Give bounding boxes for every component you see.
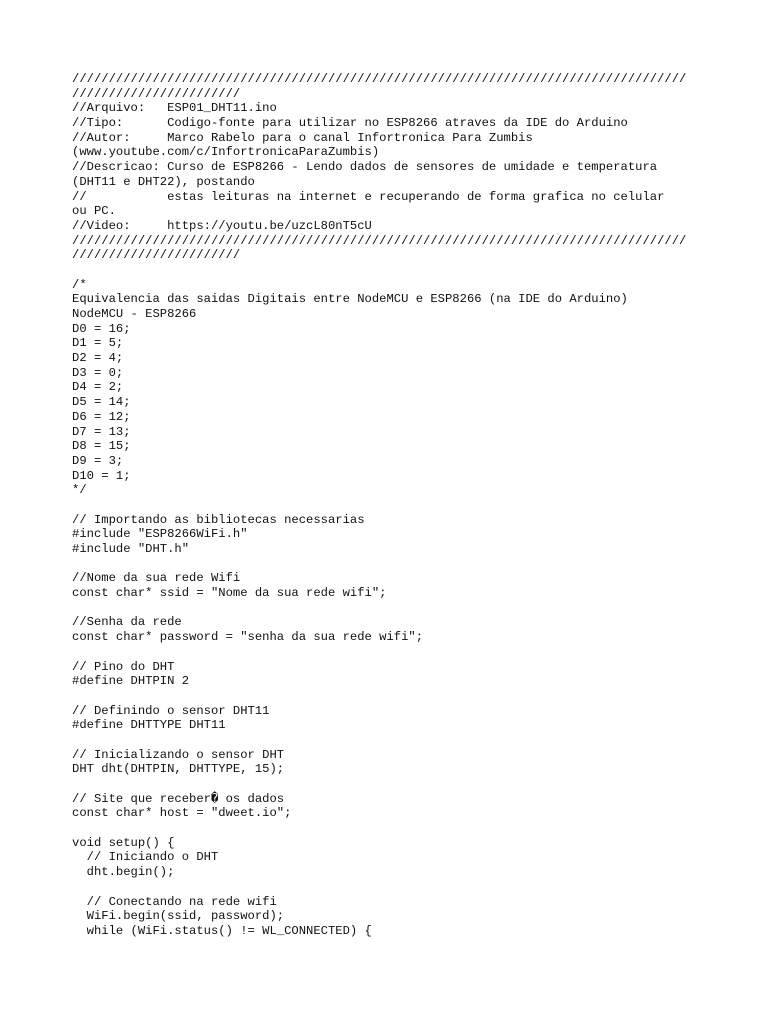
code-line: [72, 689, 712, 704]
code-line: D2 = 4;: [72, 351, 124, 366]
code-line: D0 = 16;: [72, 321, 131, 336]
code-line: [72, 880, 712, 895]
code-line: D9 = 3;: [72, 453, 124, 468]
code-line: NodeMCU - ESP8266: [72, 307, 197, 321]
code-line: D7 = 13;: [72, 424, 131, 439]
code-line: //Arquivo: ESP01_DHT11.ino: [72, 101, 277, 116]
code-line: // Site que receber� os dados: [72, 791, 285, 806]
code-line: D5 = 14;: [72, 395, 131, 410]
code-line: const char* password = "senha da sua rede wifi";: [72, 630, 424, 645]
code-line: ou PC.: [72, 204, 116, 219]
code-line: ////////////////////////////////////////////////////////////////////////////////////: [72, 72, 687, 86]
code-line: #include "ESP8266WiFi.h": [72, 527, 248, 542]
code-line: D8 = 15;: [72, 439, 131, 454]
code-line: WiFi.begin(ssid, password);: [72, 909, 285, 924]
code-line: [72, 821, 712, 836]
code-line: */: [72, 483, 87, 498]
code-line: // Pino do DHT: [72, 659, 175, 674]
code-line: D10 = 1;: [72, 468, 131, 483]
code-document: [72, 72, 712, 939]
code-line: #define DHTPIN 2: [72, 674, 190, 689]
code-line: D6 = 12;: [72, 409, 131, 424]
code-line: Equivalencia das saidas Digitais entre NodeMCU e ESP8266 (na IDE do Arduino): [72, 292, 628, 307]
code-line: #define DHTTYPE DHT11: [72, 718, 226, 733]
code-line: //Descricao: Curso de ESP8266 - Lendo dados de sensores de umidade e temperatura: [72, 160, 658, 175]
code-line: [72, 263, 712, 278]
code-line: // Inicializando o sensor DHT: [72, 747, 285, 762]
code-line: ////////////////////////////////////////////////////////////////////////////////////: [72, 233, 687, 248]
code-line: [72, 557, 712, 572]
code-line: #include "DHT.h": [72, 542, 190, 556]
code-line: const char* host = "dweet.io";: [72, 806, 292, 821]
code-line: (DHT11 e DHT22), postando: [72, 174, 255, 189]
code-line: //Video: https://youtu.be/uzcL80nT5cU: [72, 218, 372, 233]
code-line: D4 = 2;: [72, 380, 124, 395]
code-line: ///////////////////////: [72, 86, 241, 101]
code-line: void setup() {: [72, 835, 175, 850]
code-line: ///////////////////////: [72, 248, 241, 263]
code-line: D1 = 5;: [72, 336, 124, 351]
code-line: const char* ssid = "Nome da sua rede wifi";: [72, 586, 387, 601]
code-line: [72, 498, 712, 513]
code-line: [72, 645, 712, 660]
code-line: [72, 777, 712, 792]
code-line: // Conectando na rede wifi: [72, 894, 277, 909]
code-line: DHT dht(DHTPIN, DHTTYPE, 15);: [72, 762, 285, 777]
code-line: // estas leituras na internet e recuperando de forma grafica no celular: [72, 189, 665, 204]
code-line: //Senha da rede: [72, 615, 182, 630]
code-line: // Iniciando o DHT: [72, 850, 219, 865]
code-line: //Nome da sua rede Wifi: [72, 571, 241, 586]
code-line: // Importando as bibliotecas necessarias: [72, 512, 365, 527]
code-line: /*: [72, 277, 87, 292]
code-line: dht.begin();: [72, 865, 175, 880]
code-line: // Definindo o sensor DHT11: [72, 703, 270, 718]
code-line: //Tipo: Codigo-fonte para utilizar no ESP8266 atraves da IDE do Arduino: [72, 116, 628, 131]
code-line: while (WiFi.status() != WL_CONNECTED) {: [72, 923, 372, 938]
code-line: //Autor: Marco Rabelo para o canal Infortronica Para Zumbis: [72, 130, 533, 145]
code-line: D3 = 0;: [72, 365, 124, 380]
code-line: [72, 601, 712, 616]
code-line: [72, 733, 712, 748]
code-line: (www.youtube.com/c/InfortronicaParaZumbis): [72, 145, 380, 160]
